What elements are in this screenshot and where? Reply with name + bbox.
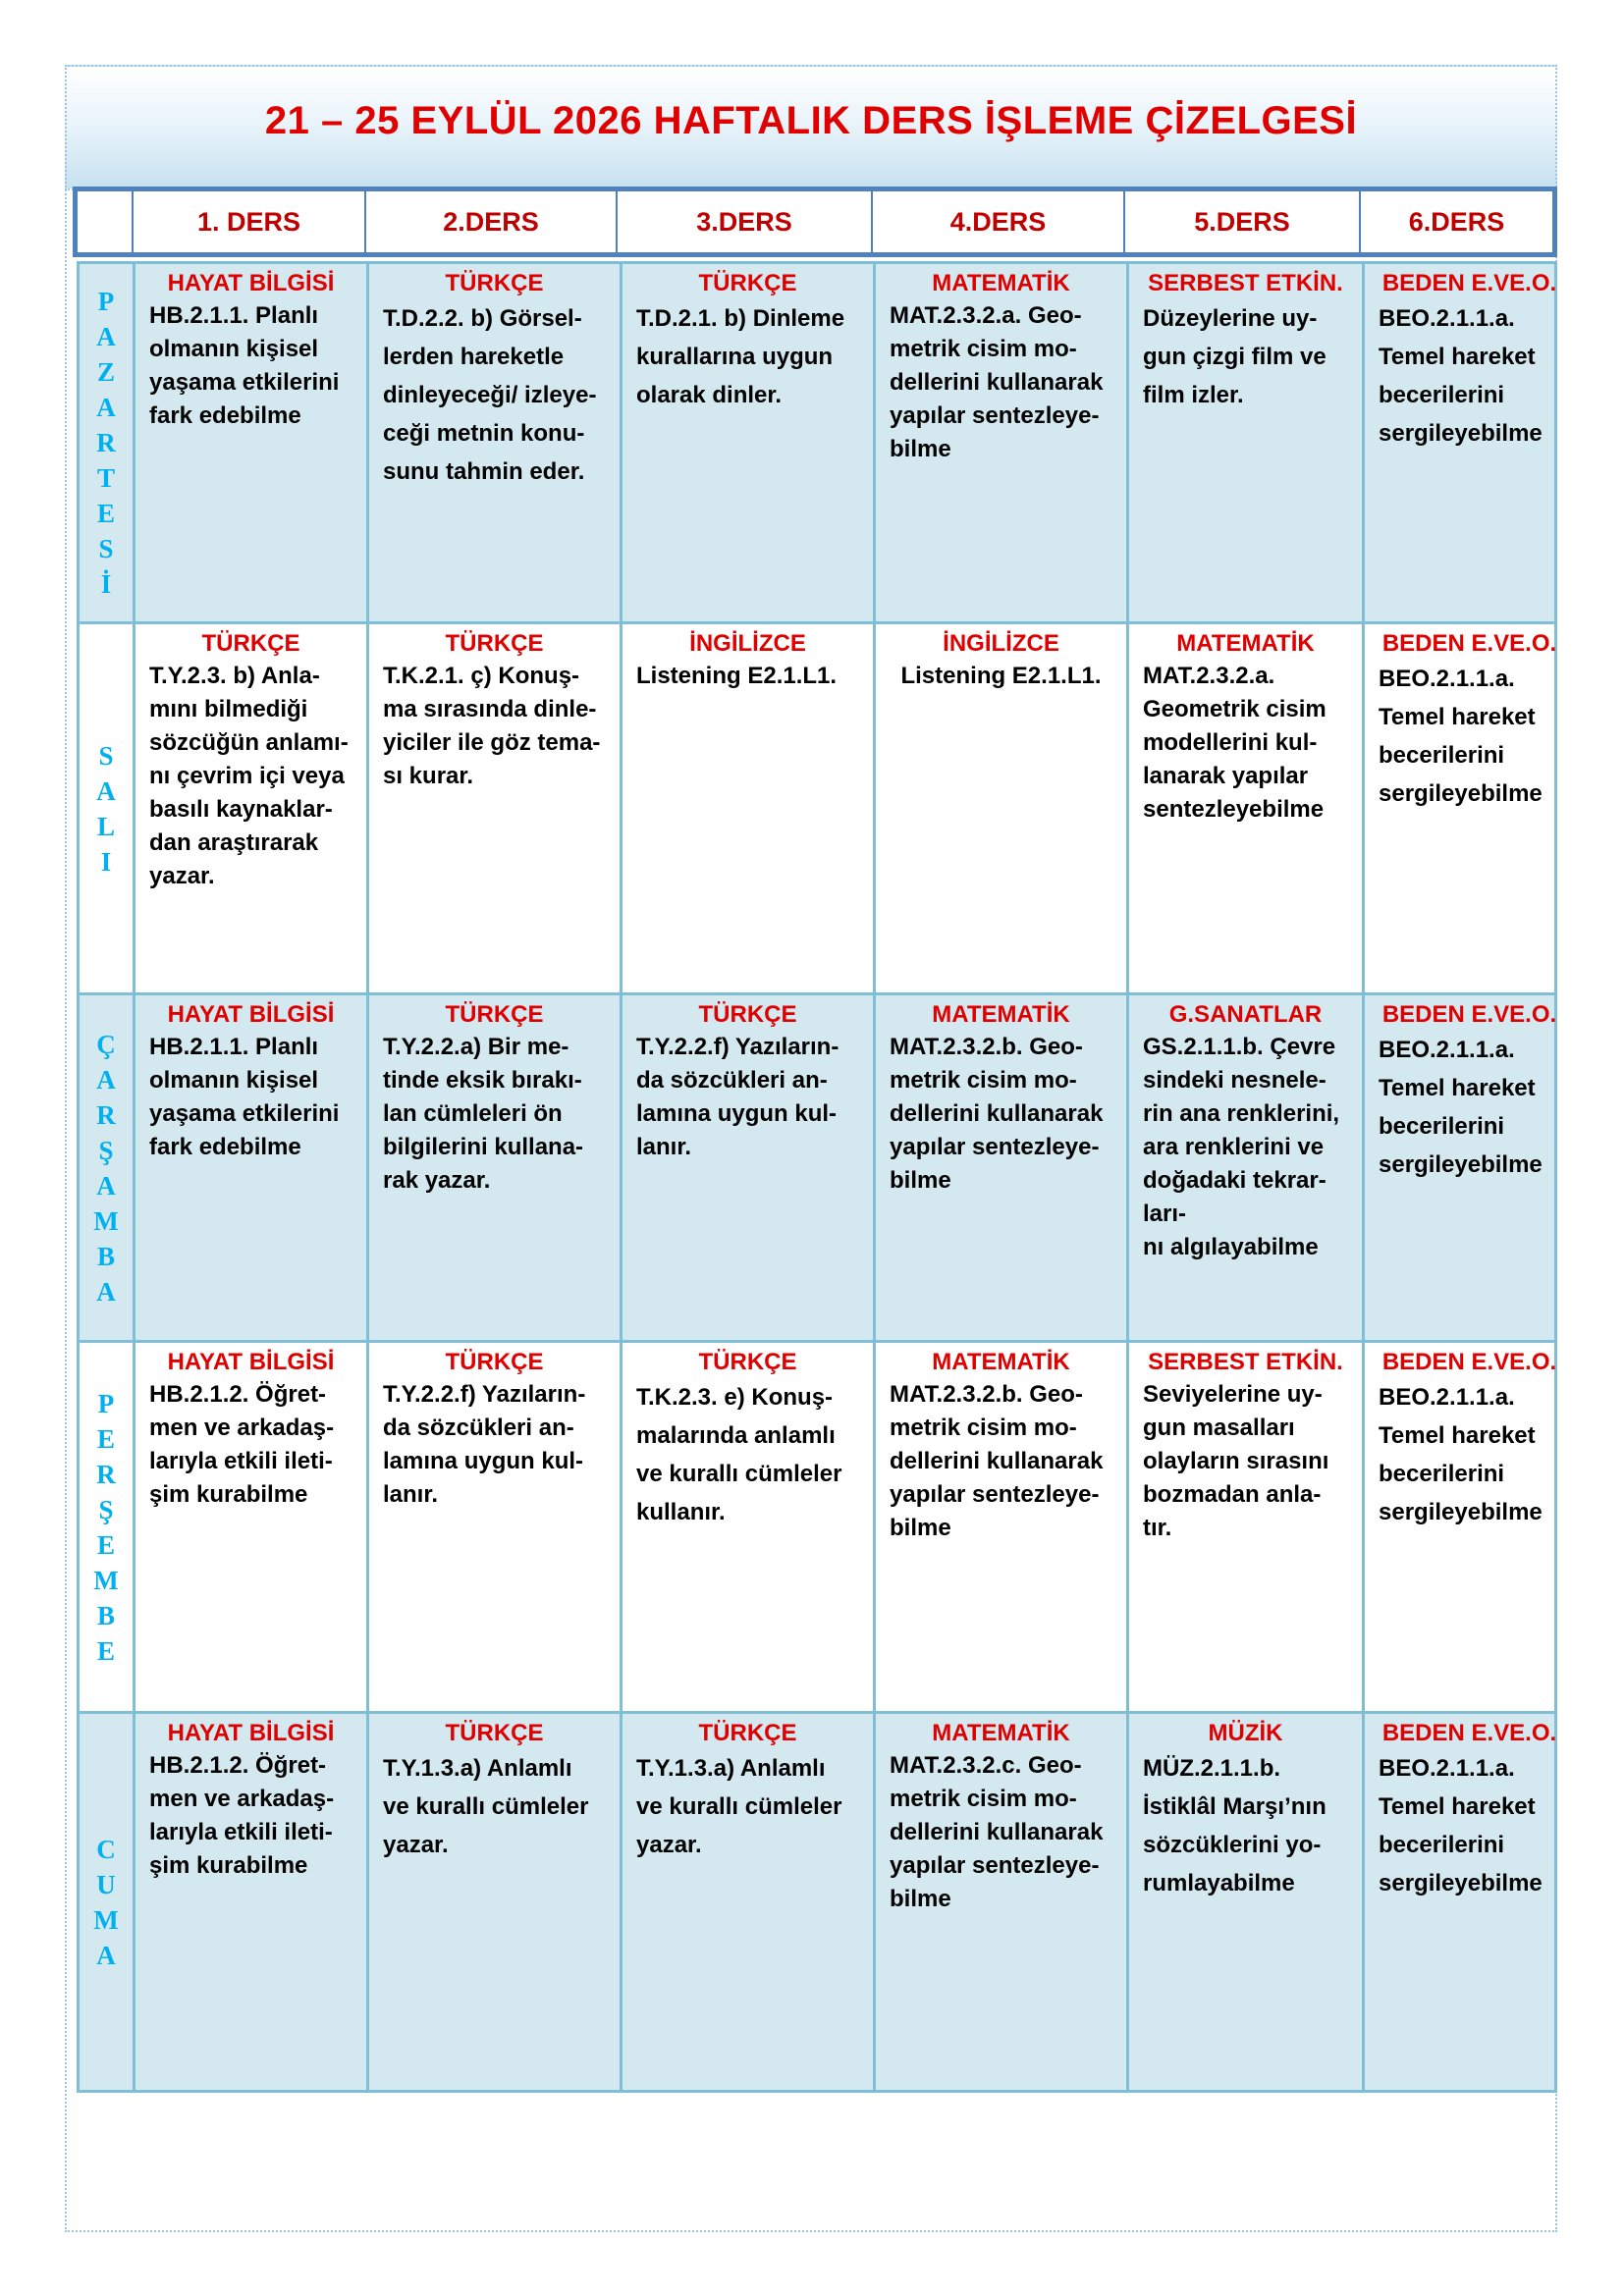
lesson-cell [369,995,623,1340]
lesson-subject: MATEMATİK [932,1001,1070,1028]
lesson-subject: TÜRKÇE [445,270,544,296]
day-letter: R [96,428,116,457]
lesson-subject: HAYAT BİLGİSİ [167,1001,335,1028]
lesson-subject: SERBEST ETKİN. [1148,270,1343,296]
lesson-cell [1365,1714,1574,2090]
lesson-objective: T.Y.2.2.f) Yazıların- da sözcükleri an- lamına uygun kul- lanır. [636,1034,839,1160]
day-row-thursday [80,1343,1557,1714]
day-letter: A [96,1170,116,1201]
day-letter: E [96,1635,115,1666]
day-name-vertical [93,1832,118,1973]
lesson-subject: BEDEN E.VE.O. [1381,1001,1557,1028]
lesson-subject: MATEMATİK [932,270,1070,296]
lesson-subject: MATEMATİK [932,1720,1070,1746]
lesson-subject: MATEMATİK [1176,630,1315,657]
lesson-cell [623,624,876,992]
lesson-cell [135,1343,369,1711]
lesson-cell [1365,624,1574,992]
lesson-header-row [73,187,1557,257]
lesson-subject: BEDEN E.VE.O. [1381,270,1557,296]
day-letter: S [98,534,114,563]
lesson-cell [1129,995,1365,1340]
lesson-cell [135,995,369,1340]
lesson-objective: T.D.2.1. b) Dinleme kurallarına uygun olarak dinler. [636,305,845,408]
lesson-subject: İNGİLİZCE [689,630,806,657]
lesson-cell [1365,1343,1574,1711]
header-lesson-4: 4.DERS [873,191,1125,252]
lesson-subject: TÜRKÇE [698,1720,797,1746]
lesson-objective: MAT.2.3.2.c. Geo- metrik cisim mo- dellerini kullanarak yapılar sentezleye- bilme [890,1752,1104,1912]
lesson-subject: G.SANATLAR [1168,1001,1323,1028]
day-letter: S [98,740,114,771]
lesson-objective: BEO.2.1.1.a. Temel hareket becerilerini sergileyebilme [1379,666,1543,807]
day-name-vertical [93,1027,118,1309]
day-label-friday [80,1714,135,2090]
lesson-cell [1129,264,1365,621]
lesson-subject: MÜZİK [1208,1720,1283,1746]
lesson-objective: BEO.2.1.1.a. Temel hareket becerilerini sergileyebilme [1379,1037,1543,1178]
lesson-cell [369,264,623,621]
lesson-cell [876,624,1129,992]
lesson-subject: HAYAT BİLGİSİ [167,270,335,296]
lesson-objective: BEO.2.1.1.a. Temel hareket becerilerini sergileyebilme [1379,305,1543,447]
lesson-cell [623,1343,876,1711]
lesson-cell [623,1714,876,2090]
day-letter: U [96,1869,116,1899]
lesson-objective: MAT.2.3.2.a. Geometrik cisim modellerini kul- lanarak yapılar sentezleyebilme [1143,663,1326,823]
lesson-objective: MAT.2.3.2.b. Geo- metrik cisim mo- dellerini kullanarak yapılar sentezleye- bilme [890,1381,1104,1541]
lesson-cell [1129,1714,1365,2090]
title-banner [65,65,1557,190]
lesson-subject: TÜRKÇE [445,1349,544,1375]
header-lesson-3: 3.DERS [618,191,873,252]
lesson-cell [369,1714,623,2090]
lesson-objective: MÜZ.2.1.1.b. İstiklâl Marşı’nın sözcüklerini yo- rumlayabilme [1143,1755,1326,1896]
day-letter: R [96,1459,116,1489]
day-name-vertical [96,284,116,602]
lesson-cell [369,1343,623,1711]
lesson-cell [623,264,876,621]
lesson-subject: TÜRKÇE [698,1001,797,1028]
day-letter: E [96,1529,115,1560]
lesson-objective: HB.2.1.1. Planlı olmanın kişisel yaşama etkilerini fark edebilme [149,1034,340,1160]
day-letter: A [96,393,116,422]
day-letter: I [100,846,112,877]
lesson-cell [876,1343,1129,1711]
day-letter: M [93,1565,119,1595]
lesson-objective: T.Y.2.2.a) Bir me- tinde eksik bırakı- lan cümleleri ön bilgilerini kullana- rak yazar. [383,1034,584,1194]
day-letter: A [96,1064,116,1095]
lesson-objective: HB.2.1.2. Öğret- men ve arkadaş- larıyla etkili ileti- şim kurabilme [149,1752,335,1879]
day-letter: B [96,1600,115,1630]
lesson-objective: BEO.2.1.1.a. Temel hareket becerilerini sergileyebilme [1379,1755,1543,1896]
day-label-monday [80,264,135,621]
lesson-objective: HB.2.1.2. Öğret- men ve arkadaş- larıyla etkili ileti- şim kurabilme [149,1381,335,1508]
lesson-cell [1129,624,1365,992]
day-letter: R [96,1099,116,1130]
day-letter: A [96,775,116,806]
lesson-cell [623,995,876,1340]
lesson-cell [1365,264,1574,621]
day-letter: Ş [98,1494,114,1524]
day-letter: T [96,463,115,493]
lesson-objective: T.Y.2.3. b) Anla- mını bilmediği sözcüğün anlamı- nı çevrim içi veya basılı kaynaklar- dan araştırarak yazar. [149,663,349,889]
lesson-objective: T.Y.1.3.a) Anlamlı ve kurallı cümleler yazar. [636,1755,842,1858]
lesson-cell [876,1714,1129,2090]
lesson-objective: Düzeylerine uy- gun çizgi film ve film izler. [1143,305,1326,408]
lesson-subject: MATEMATİK [932,1349,1070,1375]
lesson-subject: BEDEN E.VE.O. [1381,630,1557,657]
lesson-objective: MAT.2.3.2.b. Geo- metrik cisim mo- dellerini kullanarak yapılar sentezleye- bilme [890,1034,1104,1194]
day-letter: B [96,1241,115,1271]
lesson-subject: TÜRKÇE [698,270,797,296]
day-label-wednesday [80,995,135,1340]
page-title: 21 – 25 EYLÜL 2026 HAFTALIK DERS İŞLEME ÇİZELGESİ [264,98,1358,142]
day-letter: M [93,1904,119,1935]
day-letter: E [96,499,115,528]
day-letter: A [96,1276,116,1307]
lesson-objective: Listening E2.1.L1. [900,663,1102,689]
day-letter: A [96,322,116,351]
lesson-objective: T.K.2.1. ç) Konuş- ma sırasında dinle- yiciler ile göz tema- sı kurar. [383,663,601,789]
day-letter: P [97,287,115,316]
lesson-objective: T.Y.1.3.a) Anlamlı ve kurallı cümleler yazar. [383,1755,589,1858]
lesson-objective: Seviyelerine uy- gun masalları olayların sırasını bozmadan anla- tır. [1143,1381,1329,1541]
lesson-cell [135,264,369,621]
day-name-vertical [93,1386,118,1669]
lesson-subject: TÜRKÇE [445,1720,544,1746]
day-letter: A [96,1940,116,1970]
lesson-subject: TÜRKÇE [445,1001,544,1028]
header-lesson-5: 5.DERS [1125,191,1361,252]
lesson-subject: SERBEST ETKİN. [1148,1349,1343,1375]
day-row-wednesday [80,995,1557,1343]
lesson-subject: TÜRKÇE [445,630,544,657]
lesson-objective: GS.2.1.1.b. Çevre sindeki nesnele- rin ana renklerini, ara renklerini ve doğadaki tekrar- ları- nı algılayabilme [1143,1034,1340,1260]
day-letter: P [97,1388,115,1418]
lesson-subject: BEDEN E.VE.O. [1381,1349,1557,1375]
lesson-subject: BEDEN E.VE.O. [1381,1720,1557,1746]
day-letter: E [96,1423,115,1454]
day-row-monday [80,264,1557,624]
lesson-cell [876,264,1129,621]
day-letter: L [96,811,115,841]
lesson-objective: MAT.2.3.2.a. Geo- metrik cisim mo- dellerini kullanarak yapılar sentezleye- bilme [890,302,1104,462]
day-letter: Z [96,357,115,387]
lesson-subject: İNGİLİZCE [943,630,1059,657]
lesson-subject: HAYAT BİLGİSİ [167,1720,335,1746]
header-corner [78,191,134,252]
lesson-objective: T.Y.2.2.f) Yazıların- da sözcükleri an- lamına uygun kul- lanır. [383,1381,586,1508]
day-letter: İ [100,569,112,599]
header-lesson-1: 1. DERS [134,191,366,252]
header-lesson-6: 6.DERS [1408,206,1505,237]
lesson-cell [1129,1343,1365,1711]
schedule-grid [77,261,1557,2093]
day-label-thursday [80,1343,135,1711]
day-row-tuesday [80,624,1557,995]
lesson-cell [369,624,623,992]
lesson-objective: T.K.2.3. e) Konuş- malarında anlamlı ve kurallı cümleler kullanır. [636,1384,842,1525]
day-letter: Ş [98,1135,114,1165]
lesson-objective: BEO.2.1.1.a. Temel hareket becerilerini sergileyebilme [1379,1384,1543,1525]
lesson-objective: T.D.2.2. b) Görsel- lerden hareketle dinleyeceği/ izleye- ceği metnin konu- sunu tahmin eder. [383,305,597,485]
lesson-cell [1365,995,1574,1340]
lesson-objective: Listening E2.1.L1. [636,663,838,689]
day-letter: C [96,1834,116,1864]
day-name-vertical [96,738,116,880]
lesson-subject: TÜRKÇE [698,1349,797,1375]
day-letter: Ç [96,1029,116,1059]
day-row-friday [80,1714,1557,2090]
day-letter: M [93,1205,119,1236]
lesson-cell [135,624,369,992]
day-label-tuesday [80,624,135,992]
header-lesson-2: 2.DERS [366,191,618,252]
lesson-objective: HB.2.1.1. Planlı olmanın kişisel yaşama etkilerini fark edebilme [149,302,340,429]
lesson-subject: TÜRKÇE [201,630,300,657]
lesson-subject: HAYAT BİLGİSİ [167,1349,335,1375]
lesson-cell [135,1714,369,2090]
lesson-cell [876,995,1129,1340]
